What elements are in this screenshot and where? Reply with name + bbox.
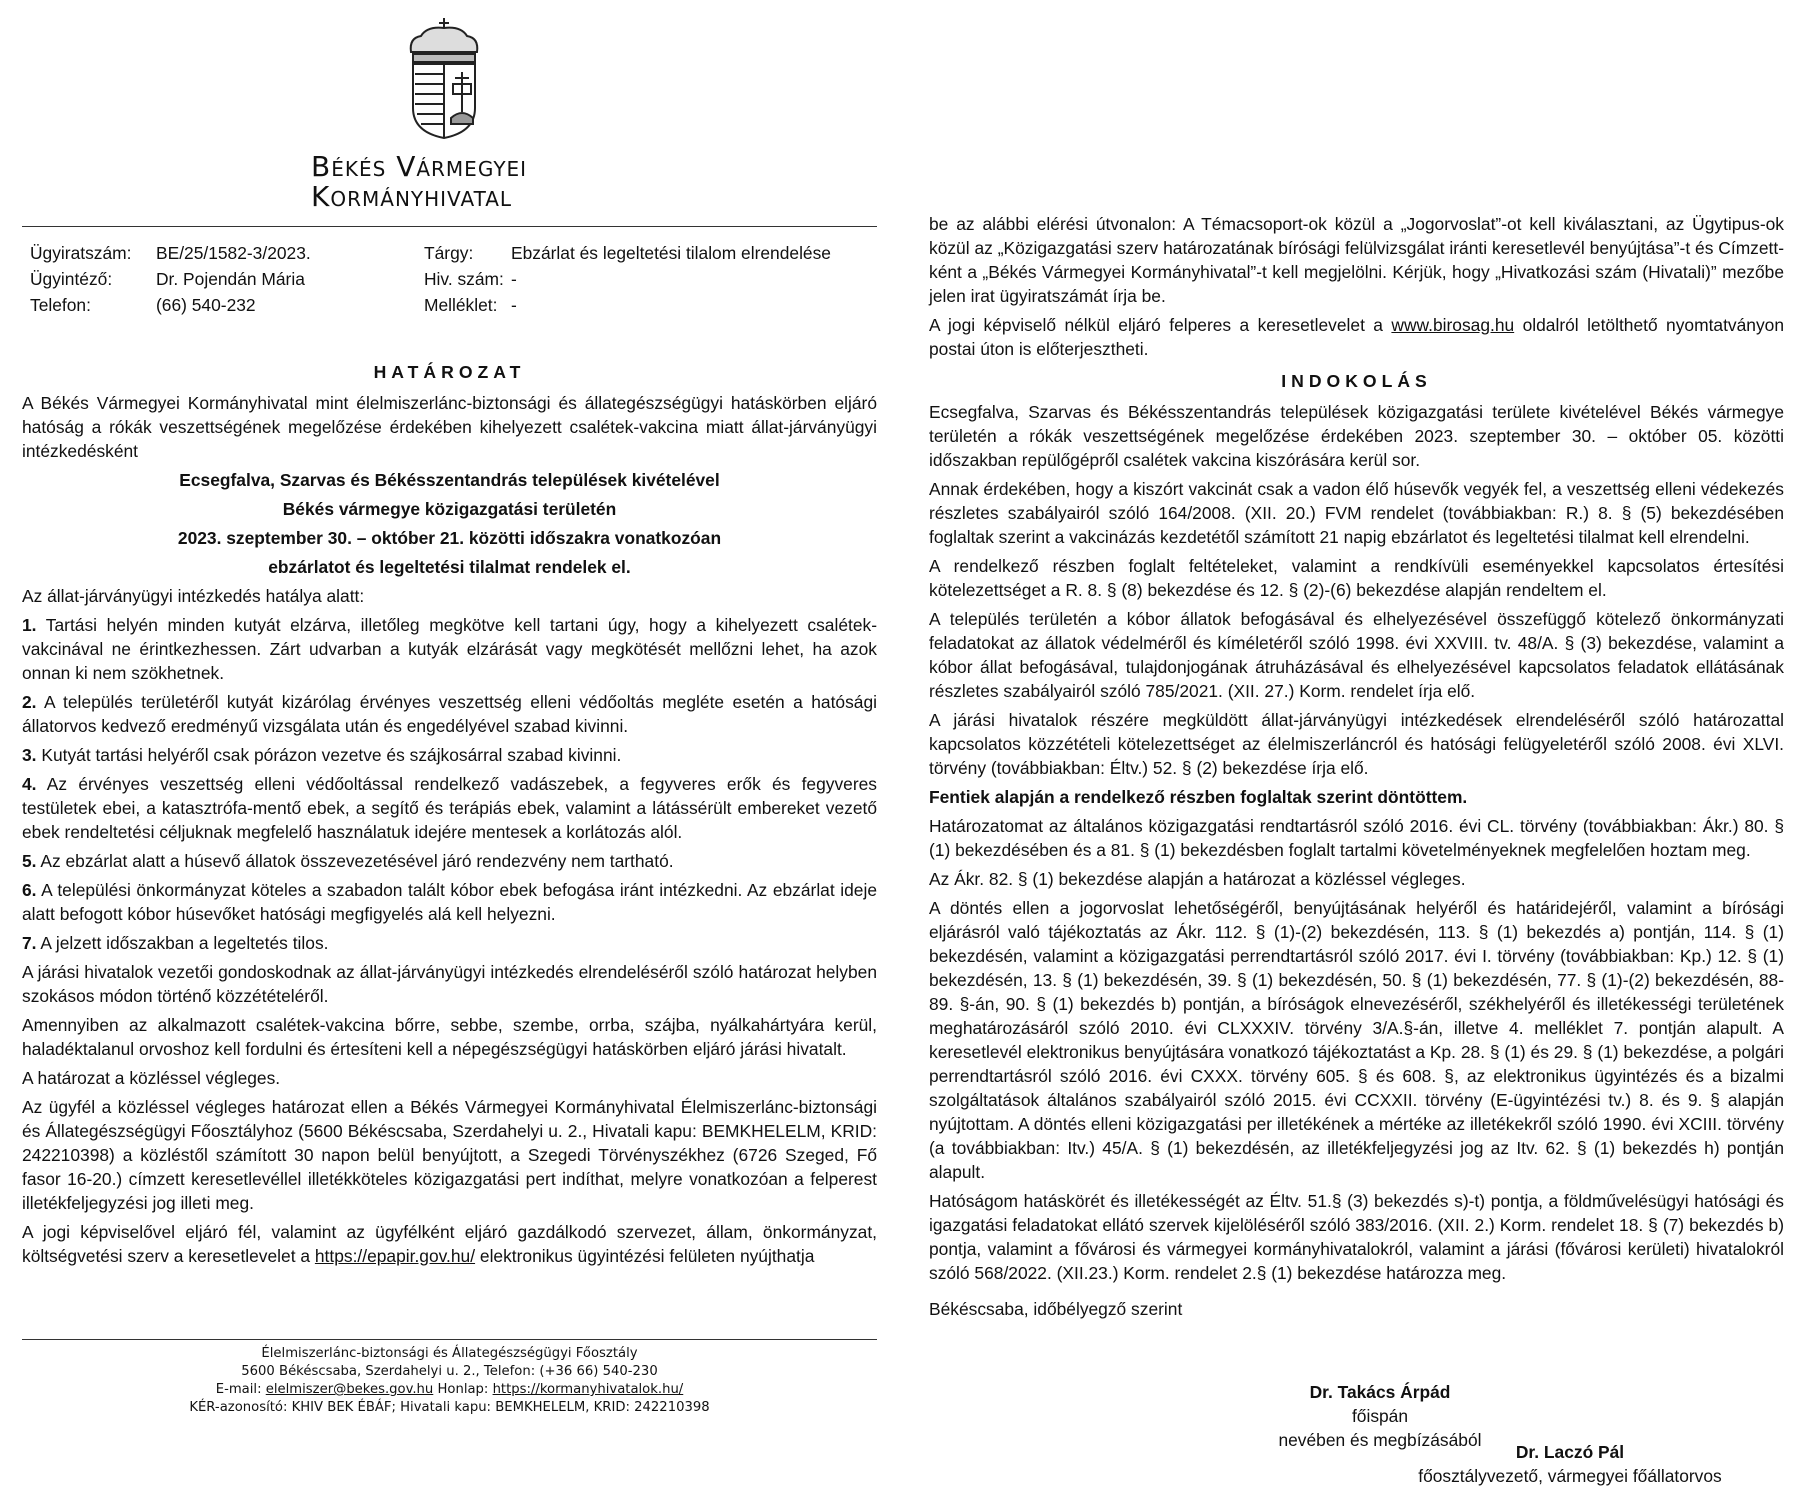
measure-number: 3. <box>22 745 37 765</box>
reasoning-title: INDOKOLÁS <box>1281 371 1432 391</box>
decision-intro: A Békés Vármegyei Kormányhivatal mint élelmiszerlánc-biztonsági és állategészségügyi hatáskörben eljáró hatóság a rókák veszettségének megelőzése érdekében kihelyezett csalétek-vakcina miatt állat-járványügyi intézkedésként <box>22 393 877 461</box>
signatory-2-title: főosztályvezető, vármegyei főállatorvos <box>1418 1466 1722 1486</box>
footer-web-link[interactable]: https://kormanyhivatalok.hu/ <box>492 1382 684 1397</box>
reasoning-paragraph-10: Hatóságom hatáskörét és illetékességét az Éltv. 51.§ (3) bekezdés s)-t) pontja, a földművelésügyi hatósági és igazgatási feladatokat ellátó szervek kijelöléséről szóló 383/2016. (XII. 2.) Korm. rendelet 18. § (7) bekezdés b) pontja, valamint a fővárosi és vármegyei kormányhivatalokról, valamint a járási (fővárosi kerületi) hivatalokról szóló 568/2022. (XII.23.) Korm. rendelet 2.§ (1) bekezdése határozza meg. <box>929 1191 1784 1283</box>
measure-number: 1. <box>22 615 37 635</box>
measure-item-1 <box>22 613 877 685</box>
footer-email-link[interactable]: elelmiszer@bekes.gov.hu <box>265 1382 434 1397</box>
footer-email-label: E-mail: <box>215 1382 266 1397</box>
epapir-link[interactable]: https://epapir.gov.hu/ <box>314 1246 476 1266</box>
measure-number: 4. <box>22 774 37 794</box>
reasoning-paragraph-2: Annak érdekében, hogy a kiszórt vakcinát csak a vadon élő húsevők vegyék fel, a veszettség elleni védekezés részletes szabályairól szóló 164/2008. (XII. 20.) FVM rendelet (továbbiakban: R.) 8. § (5) bekezdésében foglaltak szerint a vakcinázás kezdetétől számított 21 napig ebzárlatot és legeltetési tilalmat kell elrendelni. <box>929 479 1784 547</box>
decision-scope-2: Békés vármegye közigazgatási területén <box>282 499 617 519</box>
agency-name <box>311 152 571 212</box>
page-footer <box>22 1345 877 1417</box>
reasoning-paragraph-7: Határozatomat az általános közigazgatási rendtartásról szóló 2016. évi CL. törvény (továbbiakban: Ákr.) 80. § (1) bekezdésében és a 81. § (1) bekezdésben foglalt tartalmi követelményeknek megfelelően hoztam meg. <box>929 816 1784 860</box>
reasoning-paragraph-1: Ecsegfalva, Szarvas és Békésszentandrás települések közigazgatási területe kivételével Békés vármegye területén a rókák veszettségének megelőzése érdekében 2023. szeptember 30. – október 05. közötti időszakban repülőgépről csalétek vakcina kiszórására kerül sor. <box>929 402 1784 470</box>
birosag-link[interactable]: www.birosag.hu <box>1391 315 1515 335</box>
phone-value: (66) 540-232 <box>156 295 256 315</box>
header-divider <box>22 226 877 227</box>
measure-item-2 <box>22 690 877 738</box>
measure-text: A jelzett időszakban a legeltetés tilos. <box>36 933 329 953</box>
measure-item-5 <box>22 849 877 873</box>
paper-filing-text: A jogi képviselő nélkül eljáró felperes a keresetlevelet a <box>929 315 1392 335</box>
phone-label: Telefon: <box>30 295 91 315</box>
footer-web-label: Honlap: <box>433 1382 493 1397</box>
measure-text: A települési önkormányzat köteles a szabadon talált kóbor ebek befogása iránt intézkedni. Az ebzárlat ideje alatt befogott kóbor húsevőket hatósági megfigyelés alá kell helyezni. <box>22 880 877 924</box>
agency-line-2: Kormányhivatal <box>311 180 513 213</box>
signatory-1-name: Dr. Takács Árpád <box>1309 1382 1451 1402</box>
electronic-filing-text: A jogi képviselővel eljáró fél, valamint az ügyfélként eljáró gazdálkodó szervezet, állam, önkormányzat, költségvetési szerv a keresetlevelet a <box>22 1222 877 1266</box>
subject-label: Tárgy: <box>424 243 474 263</box>
paper-filing-paragraph <box>929 313 1784 361</box>
electronic-filing-text-end: elektronikus ügyintézési felületen nyújthatja <box>475 1246 815 1266</box>
measures-intro: Az állat-járványügyi intézkedés hatálya alatt: <box>22 586 365 606</box>
subject-value: Ebzárlat és legeltetési tilalom elrendelése <box>511 243 831 263</box>
decision-scope-3: 2023. szeptember 30. – október 21. közötti időszakra vonatkozóan <box>177 528 722 548</box>
signatory-1-note: nevében és megbízásából <box>1278 1430 1482 1450</box>
measure-text: Az érvényes veszettség elleni védőoltással rendelkező vadászebek, a fegyveres erők és fegyveres testületek ebei, a katasztrófa-mentő ebek, a segítő és terápiás ebek, valamint a látássérült embereket vezető ebek rendeltetési céljuknak megfelelő használatuk idejére mentesek a korlátozás alól. <box>22 774 877 842</box>
footer-contact <box>22 1381 877 1399</box>
measure-item-7 <box>22 931 877 955</box>
footer-department: Élelmiszerlánc-biztonsági és Állategészségügyi Főosztály <box>261 1346 638 1361</box>
reasoning-paragraph-8: Az Ákr. 82. § (1) bekezdése alapján a határozat a közléssel végleges. <box>929 869 1466 889</box>
signatory-2-name: Dr. Laczó Pál <box>1515 1442 1625 1462</box>
reasoning-section <box>929 212 1784 1326</box>
decision-title: HATÁROZAT <box>373 362 526 382</box>
case-number-label: Ügyiratszám: <box>30 243 132 263</box>
footer-divider <box>22 1339 877 1340</box>
reasoning-conclusion: Fentiek alapján a rendelkező részben foglaltak szerint döntöttem. <box>929 787 1468 807</box>
final-paragraph: A határozat a közléssel végleges. <box>22 1068 281 1088</box>
filing-instructions-paragraph: be az alábbi elérési útvonalon: A Témacsoport-ok közül a „Jogorvoslat”-ot kell kiválasztani, az Ügytipus-ok közül az „Közigazgatási szerv határozatának bírósági felülvizsgálat iránti keresetlevél benyújtása”-t és Címzett-ként a „Békés Vármegyei Kormányhivatal”-t kell megjelölni. Kérjük, hogy „Hivatkozási szám (Hivatali)” mezőbe jelen irat ügyiratszámát írja be. <box>929 214 1784 306</box>
measure-number: 5. <box>22 851 37 871</box>
footer-ids: KÉR-azonosító: KHIV BEK ÉBÁF; Hivatali kapu: BEMKHELELM, KRID: 242210398 <box>189 1400 710 1415</box>
electronic-filing-paragraph <box>22 1220 877 1268</box>
decision-section <box>22 360 877 1273</box>
appeal-paragraph: Az ügyfél a közléssel végleges határozat ellen a Békés Vármegyei Kormányhivatal Élelmiszerlánc-biztonsági és Állategészségügyi Főosztályhoz (5600 Békéscsaba, Szerdahelyi u. 2., Hivatali kapu: BEMKHELELM, KRID: 242210398) a közléstől számított 30 napon belül benyújtott, a Szegedi Törvényszékhez (6726 Szeged, Fő fasor 16-20.) címzett keresetlevéllel illetékköteles közigazgatási pert indíthat, melyre vonatkozóan a felperest illetékfeljegyzési jog illeti meg. <box>22 1097 877 1213</box>
measure-item-6 <box>22 878 877 926</box>
case-number-value: BE/25/1582-3/2023. <box>156 243 311 263</box>
publication-paragraph: A járási hivatalok vezetői gondoskodnak az állat-járványügyi intézkedés elrendeléséről szóló határozat helyben szokásos módon történő közzétételéről. <box>22 962 877 1006</box>
signatory-1-title: főispán <box>1351 1406 1409 1426</box>
measure-number: 7. <box>22 933 37 953</box>
decision-scope-1: Ecsegfalva, Szarvas és Békésszentandrás települések kivételével <box>179 470 720 490</box>
officer-label: Ügyintéző: <box>30 269 113 289</box>
place-date: Békéscsaba, időbélyegző szerint <box>929 1299 1183 1319</box>
decision-scope-4: ebzárlatot és legeltetési tilalmat rendelek el. <box>268 557 631 577</box>
exposure-paragraph: Amennyiben az alkalmazott csalétek-vakcina bőrre, sebbe, szembe, orrba, szájba, nyálkahártyára kerül, haladéktalanul orvoshoz kell fordulni és értesíteni kell a népegészségügyi hatáskörben eljáró járási hivatalt. <box>22 1015 877 1059</box>
reasoning-paragraph-9: A döntés ellen a jogorvoslat lehetőségéről, benyújtásának helyéről és határidejéről, valamint a bírósági eljárásról való tájékoztatás az Ákr. 112. § (1)-(2) bekezdésén, 113. § (1) bekezdés a) pontján, 114. § (1) bekezdésén, valamint a közigazgatási perrendtartásról szóló 2017. évi I. törvény (továbbiakban: Kp.) 12. § (1) bekezdésén, 13. § (1) bekezdésén, 39. § (1) bekezdésén, 50. § (1) bekezdésén, 77. § (1)-(2) bekezdésén, 88-89. §-án, 90. § (1) bekezdés b) pontján, a bíróságok elnevezéséről, székhelyéről és illetékességi területének meghatározásáról szóló 2010. évi CLXXXIV. törvény 3/A.§-án, illetve 4. melléklet 7. pontján alapult. A keresetlevél elektronikus benyújtására vonatkozó tájékoztatást a Kp. 28. § (1) és 29. § (1) bekezdése, a polgári perrendtartásról szóló 2016. évi CXXX. törvény 605. § és 608. §, az elektronikus ügyintézés és a bizalmi szolgáltatások általános szabályairól szóló 2015. évi CCXXII. törvény (E-ügyintézési tv.) 8. és 9. § alapján nyújtottam. A döntés elleni közigazgatási per illetékének a mértéke az illetékekről szóló 1990. évi XCIII. törvény (a továbbiakban: Itv.) 45/A. § (1) bekezdésén, az illetékfeljegyzési jog az Itv. 62. § (1) bekezdés h) pontján alapult. <box>929 898 1784 1182</box>
measure-text: Tartási helyén minden kutyát elzárva, illetőleg megkötve kell tartani úgy, hogy a kihelyezett csalétek-vakcinával ne érintkezhessen. Zárt udvarban a kutyák elzárását vagy megkötését mellőzni lehet, ha azok onnan ki nem szökhetnek. <box>22 615 877 683</box>
officer-value: Dr. Pojendán Mária <box>156 269 305 289</box>
measure-item-4 <box>22 772 877 844</box>
paper-filing-text-end: oldalról letölthető nyomtatványon postai úton is előterjesztheti. <box>929 315 1784 359</box>
reasoning-paragraph-5: A járási hivatalok részére megküldött állat-járványügyi intézkedések elrendeléséről szóló határozattal kapcsolatos közzétételi kötelezettséget az élelmiszerláncról és hatósági felügyeletéről szóló 2008. évi XLVI. törvény (továbbiakban: Éltv.) 52. § (2) bekezdése írja elő. <box>929 710 1784 778</box>
reference-label: Hiv. szám: <box>424 269 504 289</box>
coat-of-arms-logo <box>391 14 497 142</box>
footer-address: 5600 Békéscsaba, Szerdahelyi u. 2., Telefon: (+36 66) 540-230 <box>241 1364 658 1379</box>
reference-value: - <box>511 269 517 289</box>
reasoning-paragraph-4: A település területén a kóbor állatok befogásával és elhelyezésével összefüggő kötelező önkormányzati feladatokat az állatok védelméről és kíméletéről szóló 1998. évi XXVIII. tv. 48/A. § (3) bekezdése, valamint a kóbor állat befogásával, tulajdonjogának átruházásával és elhelyezésével kapcsolatos feladatok ellátásának részletes szabályairól szóló 785/2021. (XII. 27.) Korm. rendelet írja elő. <box>929 609 1784 701</box>
measure-text: Kutyát tartási helyéről csak pórázon vezetve és szájkosárral szabad kivinni. <box>36 745 622 765</box>
measure-number: 2. <box>22 692 37 712</box>
measure-text: Az ebzárlat alatt a húsevő állatok összevezetésével járó rendezvény nem tartható. <box>36 851 674 871</box>
measure-text: A település területéről kutyát kizárólag érvényes veszettség elleni védőoltás megléte esetén a hatósági állatorvos kedvező eredményű vizsgálata után és engedélyével szabad kivinni. <box>22 692 877 736</box>
attachment-label: Melléklet: <box>424 295 498 315</box>
measure-number: 6. <box>22 880 37 900</box>
signature-block-2 <box>1400 1440 1740 1488</box>
agency-line-1: Békés Vármegyei <box>311 150 528 183</box>
reasoning-paragraph-3: A rendelkező részben foglalt feltételeket, valamint a rendkívüli eseményekkel kapcsolatos értesítési kötelezettséget a R. 8. § (8) bekezdése és 12. § (2)-(6) bekezdése alapján rendeltem el. <box>929 556 1784 600</box>
attachment-value: - <box>511 295 517 315</box>
measure-item-3 <box>22 743 877 767</box>
